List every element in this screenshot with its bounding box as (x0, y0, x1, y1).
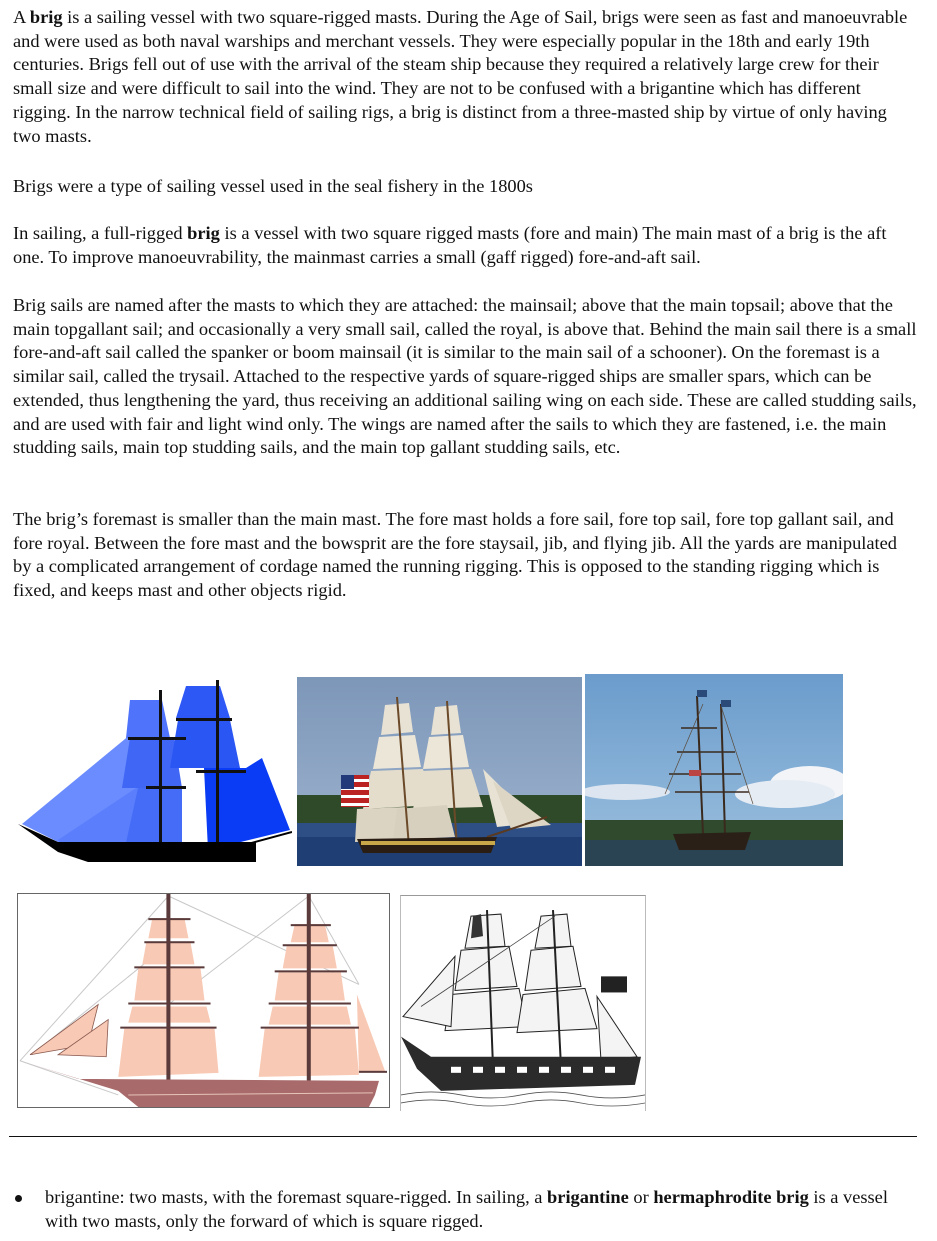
horizontal-divider (9, 1136, 917, 1137)
connector-text: or (628, 1187, 654, 1207)
brigantine-body-text: is a vessel with two masts, only the forward of which is square rigged. (45, 1187, 888, 1231)
term-brig: brig (29, 7, 63, 27)
brigantine-lead-text: brigantine: two masts, with the foremast square-rigged. In sailing, a (45, 1187, 548, 1207)
term-brig: brig (187, 223, 220, 243)
term-brigantine: brigantine (547, 1187, 629, 1207)
black-white-brig-sketch (401, 896, 645, 1111)
intro-paragraph (13, 6, 918, 148)
brig-photo-flagship-niagara (297, 677, 582, 866)
rig-types-list (0, 1186, 937, 1233)
intro-body-text: is a sailing vessel with two square-rigged masts. During the Age of Sail, brigs were seen as fast and manoeuvrable and were used as both naval warships and merchant vessels. They were especially popular in the 18th and early 19th centuries. Brigs fell out of use with the arrival of the steam ship because they required a relatively large crew for their small size and were difficult to sail into the wind. They are not to be confused with a brigantine which has different rigging. In the narrow technical field of sailing rigs, a brig is distinct from a three-masted ship by virtue of only having two masts. (13, 7, 908, 146)
full-rigged-paragraph (13, 222, 918, 269)
intro-lead-text: A (13, 7, 30, 27)
brig-at-anchor-photo (585, 674, 843, 866)
blue-sail-plan-illustration (18, 680, 292, 864)
brig-photo-two-masts (585, 674, 843, 866)
full-rigged-lead-text: In sailing, a full-rigged (13, 223, 188, 243)
term-hermaphrodite-brig: hermaphrodite brig (653, 1187, 809, 1207)
list-item-brigantine (0, 1186, 915, 1233)
seal-fishery-paragraph: Brigs were a type of sailing vessel used in the seal fishery in the 1800s (13, 176, 533, 196)
foremast-paragraph: The brig’s foremast is smaller than the main mast. The fore mast holds a fore sail, fore top sail, fore top gallant sail, and fore royal. Between the fore mast and the bowsprit are the fore staysail, jib, and flying jib. All the yards are manipulated by a complicated arrangement of cordage named the running rigging. This is opposed to the standing rigging which is fixed, and keeps mast and other objects rigid. (13, 509, 898, 601)
brig-sail-plan-diagram (18, 680, 292, 864)
bullet-icon (15, 1195, 22, 1202)
brig-pen-sketch (400, 895, 646, 1111)
brig-pink-sail-diagram (17, 893, 390, 1108)
peach-sail-plan-illustration (18, 894, 389, 1107)
brig-under-sail-photo (297, 677, 582, 866)
full-rigged-body-text: is a vessel with two square rigged masts (fore and main) The main mast of a brig is the aft one. To improve manoeuvrability, the mainmast carries a small (gaff rigged) fore-and-aft sail. (13, 223, 887, 267)
sails-paragraph: Brig sails are named after the masts to which they are attached: the mainsail; above that the main topsail; above that the main topgallant sail; and occasionally a very small sail, called the royal, is above that. Behind the main sail there is a small fore-and-aft sail called the spanker or boom mainsail (it is similar to the main sail of a schooner). On the foremast is a similar sail, called the trysail. Attached to the respective yards of square-rigged ships are smaller spars, which can be extended, thus lengthening the yard, thus receiving an additional sailing wing on each side. These are called studding sails, and are used with fair and light wind only. The wings are named after the sails to which they are fastened, i.e. the main studding sails, main top studding sails, and the main top gallant studding sails, etc. (13, 295, 917, 458)
